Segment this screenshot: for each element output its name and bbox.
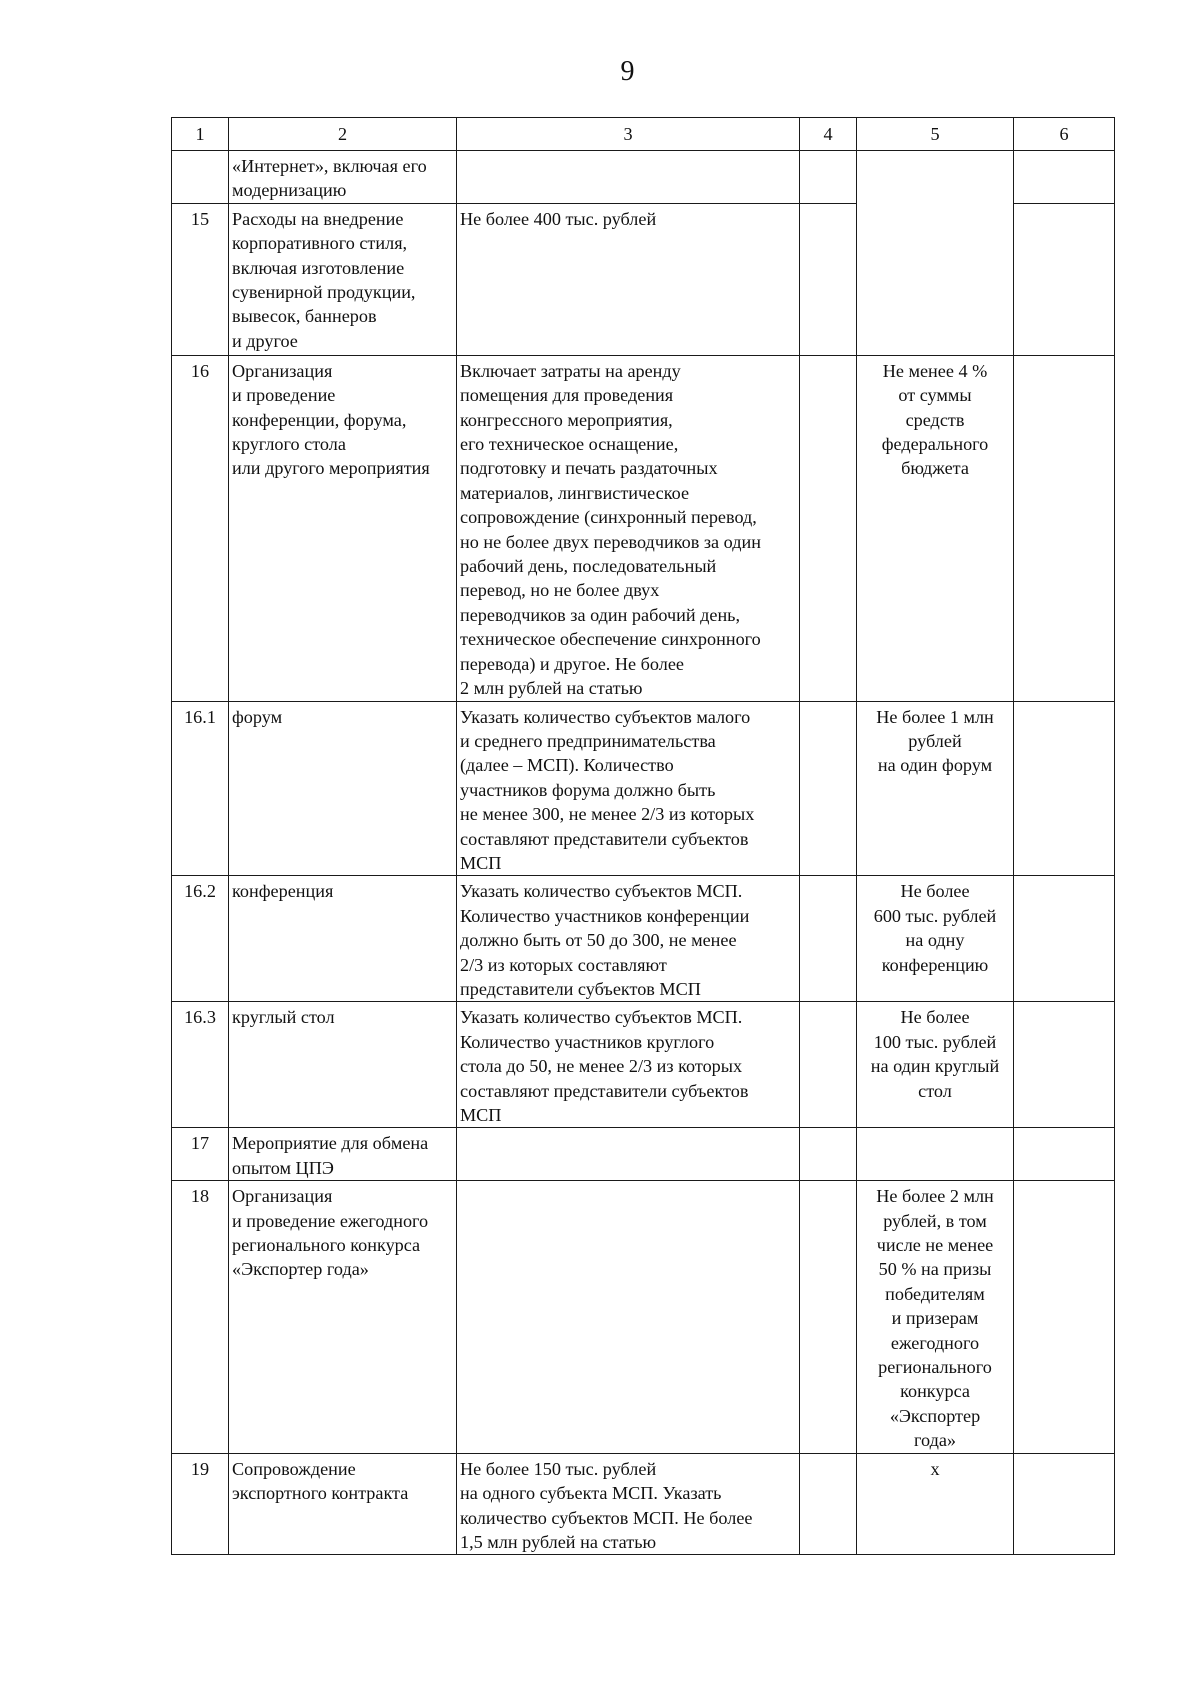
row-name-text: Мероприятие для обмена опытом ЦПЭ — [232, 1133, 429, 1178]
row-col6 — [1014, 151, 1115, 204]
row-col5 — [857, 355, 1014, 701]
row-number: 15 — [172, 203, 229, 355]
row-number: 19 — [172, 1453, 229, 1555]
header-cell-2: 2 — [229, 118, 457, 151]
row-col5 — [857, 701, 1014, 876]
table-row — [172, 701, 1115, 876]
row-name — [229, 203, 457, 355]
row-col4 — [800, 1453, 857, 1555]
table-header-row — [172, 118, 1115, 151]
header-cell-5: 5 — [857, 118, 1014, 151]
row-number — [172, 151, 229, 204]
row-description — [457, 1181, 800, 1453]
row-name-text: Организация и проведение конференции, форума, круглого стола или другого мероприятия — [232, 360, 430, 479]
row-name-text: форум — [232, 706, 283, 727]
header-cell-4: 4 — [800, 118, 857, 151]
expenses-table — [171, 117, 1115, 1555]
row-description-text: Указать количество субъектов МСП. Количество участников круглого стола до 50, не менее 2/3 из которых составляют представители субъектов МСП — [460, 1007, 749, 1125]
row-col5-text: х — [930, 1458, 940, 1479]
row-number: 18 — [172, 1181, 229, 1453]
row-col6 — [1014, 1002, 1115, 1128]
row-description-text: Включает затраты на аренду помещения для проведения конгрессного мероприятия, его техническое оснащение, подготовку и печать раздаточных материалов, лингвистическое сопровождение (синхронный перевод, но не более двух переводчиков за один рабочий день, последовательный перевод, но не более двух переводчиков за один рабочий день, техническое обеспечение синхронного перевода) и другое. Не более 2 млн рублей на статью — [460, 360, 761, 699]
table-row — [172, 1002, 1115, 1128]
header-cell-1: 1 — [172, 118, 229, 151]
row-name-text: конференция — [232, 881, 334, 902]
row-description — [457, 1002, 800, 1128]
row-name-text: «Интернет», включая его модернизацию — [232, 156, 427, 201]
table-row — [172, 1128, 1115, 1181]
row-col5-text: Не более 100 тыс. рублей на один круглый стол — [870, 1007, 1000, 1101]
row-name — [229, 701, 457, 876]
row-col6 — [1014, 1181, 1115, 1453]
row-col4 — [800, 355, 857, 701]
table-row — [172, 355, 1115, 701]
row-number: 17 — [172, 1128, 229, 1181]
row-col5 — [857, 1181, 1014, 1453]
table-row — [172, 1181, 1115, 1453]
row-col4 — [800, 1181, 857, 1453]
row-col5 — [857, 151, 1014, 356]
header-cell-3: 3 — [457, 118, 800, 151]
row-col5-text: Не более 1 млн рублей на один форум — [876, 706, 994, 776]
row-description — [457, 355, 800, 701]
row-name — [229, 1181, 457, 1453]
header-cell-6: 6 — [1014, 118, 1115, 151]
row-description-text: Не более 400 тыс. рублей — [460, 208, 657, 229]
row-description — [457, 701, 800, 876]
row-name — [229, 876, 457, 1002]
row-description — [457, 203, 800, 355]
row-col6 — [1014, 1128, 1115, 1181]
row-name — [229, 151, 457, 204]
row-name-text: Организация и проведение ежегодного регионального конкурса «Экспортер года» — [232, 1186, 429, 1280]
row-description — [457, 151, 800, 204]
row-number: 16 — [172, 355, 229, 701]
row-number: 16.2 — [172, 876, 229, 1002]
row-col4 — [800, 876, 857, 1002]
row-number: 16.1 — [172, 701, 229, 876]
row-description-text: Указать количество субъектов МСП. Количество участников конференции должно быть от 50 до 300, не менее 2/3 из которых составляют представители субъектов МСП — [460, 881, 750, 999]
row-description-text: Указать количество субъектов малого и среднего предпринимательства (далее – МСП). Количество участников форума должно быть не менее 300, не менее 2/3 из которых составляют представители субъектов МСП — [460, 706, 755, 873]
row-col4 — [800, 203, 857, 355]
row-name — [229, 1002, 457, 1128]
row-name — [229, 355, 457, 701]
row-col5-text: Не менее 4 % от суммы средств федерального бюджета — [881, 360, 989, 479]
row-col6 — [1014, 701, 1115, 876]
row-col4 — [800, 701, 857, 876]
row-description — [457, 1453, 800, 1555]
table-row — [172, 1453, 1115, 1555]
row-description — [457, 876, 800, 1002]
row-col5 — [857, 1453, 1014, 1555]
table-row — [172, 876, 1115, 1002]
row-col6 — [1014, 355, 1115, 701]
page-number: 9 — [620, 56, 635, 87]
row-name-text: Сопровождение экспортного контракта — [232, 1458, 409, 1504]
row-description — [457, 1128, 800, 1181]
row-col6 — [1014, 876, 1115, 1002]
row-name-text: Расходы на внедрение корпоративного стиля, включая изготовление сувенирной продукции, вывесок, баннеров и другое — [232, 208, 416, 351]
row-name — [229, 1453, 457, 1555]
row-description-text: Не более 150 тыс. рублей на одного субъекта МСП. Указать количество субъектов МСП. Не более 1,5 млн рублей на статью — [460, 1458, 753, 1552]
row-col5-text: Не более 2 млн рублей, в том числе не менее 50 % на призы победителям и призерам ежегодного регионального конкурса «Экспортер года» — [876, 1186, 994, 1451]
row-col6 — [1014, 203, 1115, 355]
row-col5 — [857, 876, 1014, 1002]
row-col4 — [800, 1002, 857, 1128]
row-col5 — [857, 1002, 1014, 1128]
row-name — [229, 1128, 457, 1181]
row-col5 — [857, 1128, 1014, 1181]
row-name-text: круглый стол — [232, 1007, 335, 1028]
table-row — [172, 151, 1115, 204]
row-col6 — [1014, 1453, 1115, 1555]
row-col4 — [800, 1128, 857, 1181]
row-col5-text: Не более 600 тыс. рублей на одну конференцию — [873, 881, 997, 975]
row-number: 16.3 — [172, 1002, 229, 1128]
row-col4 — [800, 151, 857, 204]
